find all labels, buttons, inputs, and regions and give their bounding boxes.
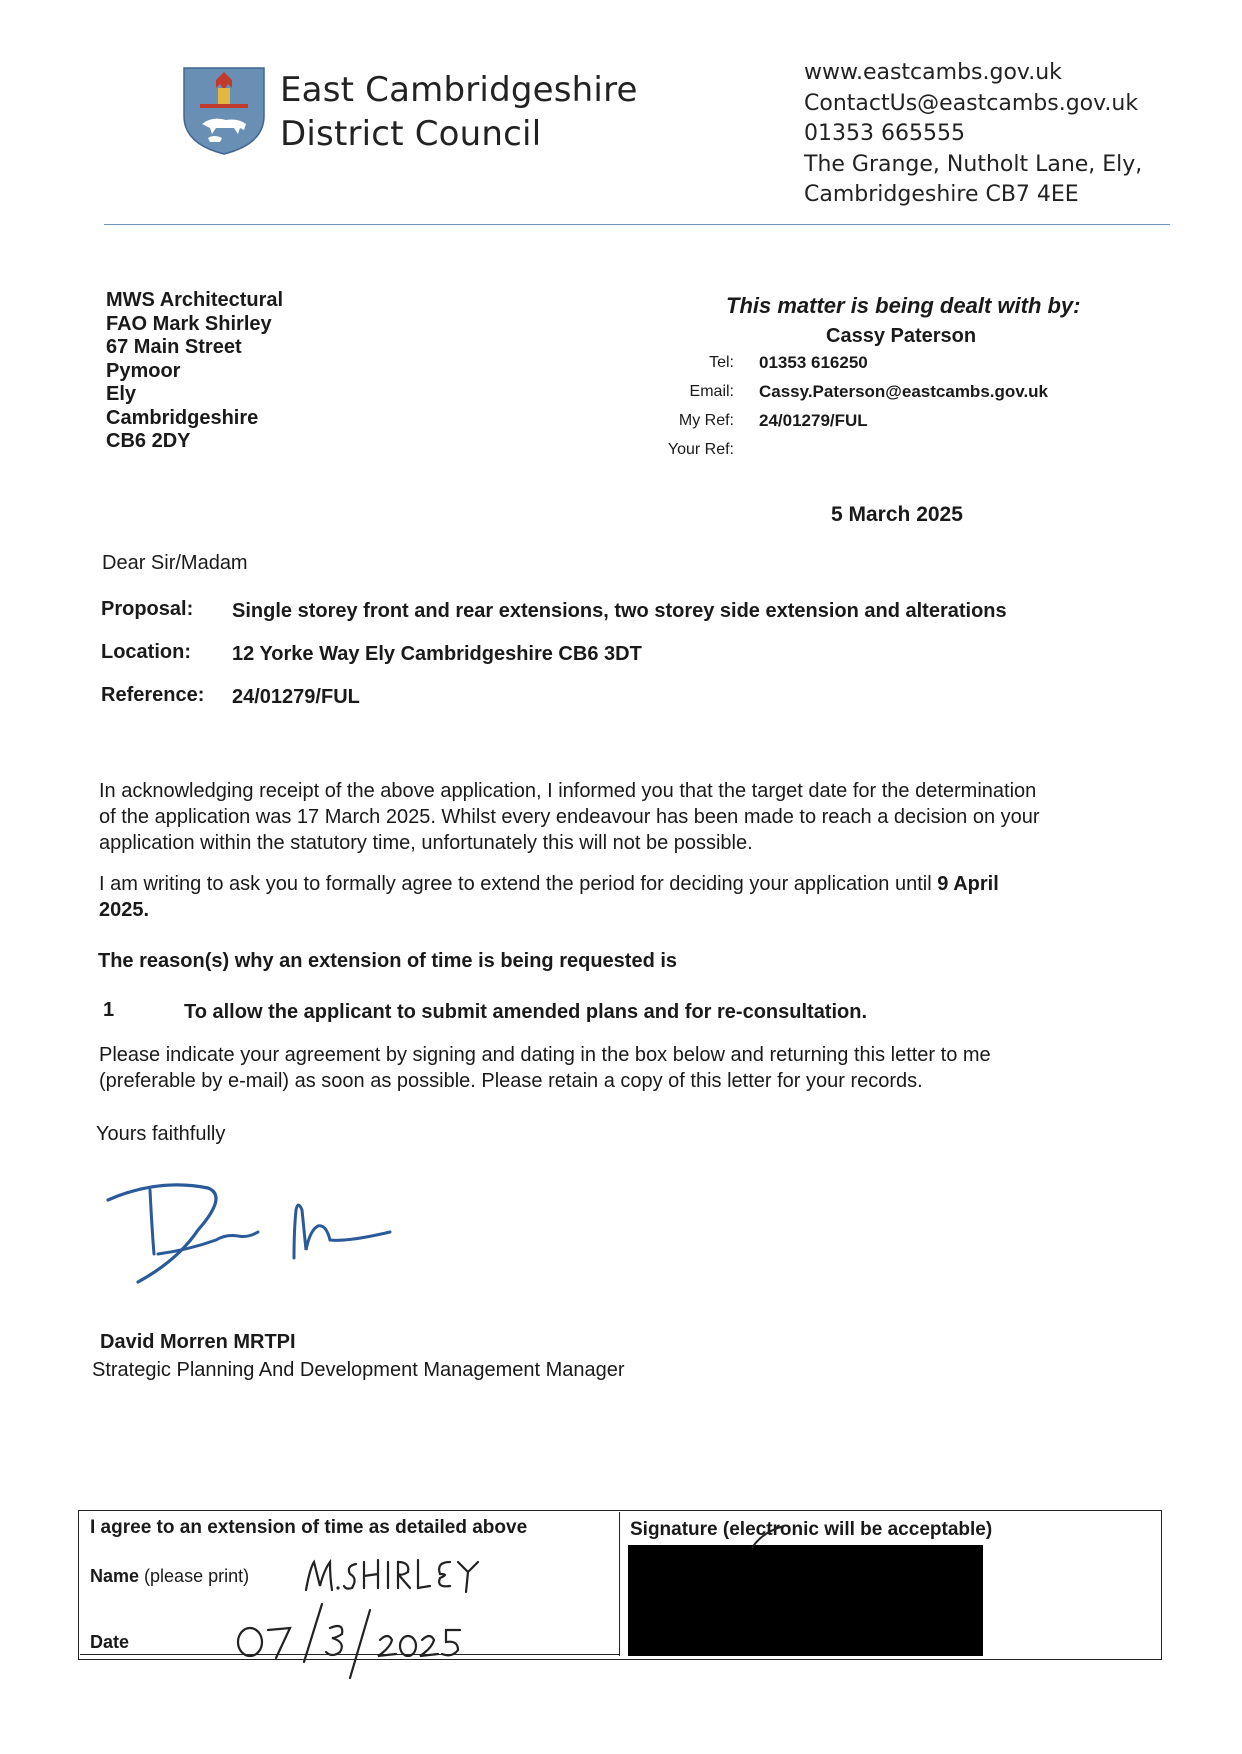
tel-value: 01353 616250 [759,353,868,372]
officer-name: Cassy Paterson [826,325,977,347]
council-name [280,68,638,156]
council-website-link[interactable]: www.eastcambs.gov.uk [804,60,1062,85]
name-field-label [90,1566,249,1587]
paragraph-acknowledgement [99,778,1179,856]
paragraph-extension-request [99,871,1179,923]
paragraph-line: of the application was 17 March 2025. Whilst every endeavour has been made to reach a decision on your [99,806,1040,828]
council-crest-icon [182,66,266,156]
reason-text: To allow the applicant to submit amended plans and for re-consultation. [184,1001,868,1023]
addressee-line: MWS Architectural [106,289,284,311]
agreement-box-divider [619,1512,620,1656]
proposal-value: Single storey front and rear extensions, two storey side extension and alterations [232,600,1007,622]
council-address-line1: The Grange, Nutholt Lane, Ely, [804,151,1143,177]
addressee-line: Pymoor [106,359,181,382]
your-ref-label: Your Ref: [667,441,734,458]
council-address-line2: Cambridgeshire CB7 4EE [804,182,1079,207]
council-name-line2: District Council [280,114,542,154]
addressee-line: 67 Main Street [106,336,242,358]
addressee-line: Cambridgeshire [106,406,259,429]
officer-email-link[interactable]: Cassy.Paterson@eastcambs.gov.uk [759,382,1049,401]
extension-date-part2: 2025. [99,899,150,921]
handwritten-date-field[interactable] [232,1600,482,1680]
addressee-line: Ely [106,383,137,405]
extension-date-part1: 9 April [937,873,999,895]
closing: Yours faithfully [96,1123,226,1145]
my-ref-label: My Ref: [678,412,734,429]
handwritten-name-field[interactable] [300,1548,490,1598]
proposal-label: Proposal: [101,598,194,620]
signature-heading: Signature (electronic will be acceptable) [630,1519,993,1540]
email-label: Email: [689,383,734,400]
name-label: Name [90,1566,140,1586]
dealt-with-by-heading: This matter is being dealt with by: [726,293,1081,318]
paragraph-line: I am writing to ask you to formally agree to extend the period for deciding your application until [99,873,932,895]
council-email-link[interactable]: ContactUs@eastcambs.gov.uk [804,90,1139,116]
salutation: Dear Sir/Madam [102,552,248,574]
council-phone: 01353 665555 [804,121,965,146]
paragraph-line: In acknowledging receipt of the above application, I informed you that the target date for the determination [99,780,1037,802]
name-label-suffix: (please print) [144,1566,250,1586]
location-value: 12 Yorke Way Ely Cambridgeshire CB6 3DT [232,643,642,665]
signature-stroke-fragment [748,1522,788,1552]
signer-title: Strategic Planning And Development Management Manager [92,1359,625,1381]
tel-label: Tel: [709,354,734,371]
date-label: Date [90,1632,130,1652]
paragraph-line: (preferable by e-mail) as soon as possible. Please retain a copy of this letter for your records. [99,1070,923,1092]
addressee-block [106,289,283,454]
agreement-heading: I agree to an extension of time as detailed above [90,1517,528,1538]
paragraph-instructions [99,1042,1179,1094]
location-label: Location: [101,641,191,663]
my-ref-value: 24/01279/FUL [759,411,868,430]
council-name-line1: East Cambridgeshire [280,70,638,110]
addressee-line: CB6 2DY [106,430,191,452]
reference-label: Reference: [101,684,205,706]
reason-heading: The reason(s) why an extension of time is being requested is [98,950,678,972]
reference-value: 24/01279/FUL [232,686,360,708]
reason-number: 1 [103,999,115,1021]
redacted-signature [628,1545,983,1656]
paragraph-line: application within the statutory time, unfortunately this will not be possible. [99,832,753,854]
paragraph-line: Please indicate your agreement by signing and dating in the box below and returning this letter to me [99,1044,991,1066]
letter-date: 5 March 2025 [831,503,963,526]
council-contact [804,58,1142,211]
signer-name: David Morren MRTPI [100,1331,296,1353]
addressee-line: FAO Mark Shirley [106,312,272,335]
header-divider [104,224,1170,225]
handwritten-signature [98,1170,408,1290]
